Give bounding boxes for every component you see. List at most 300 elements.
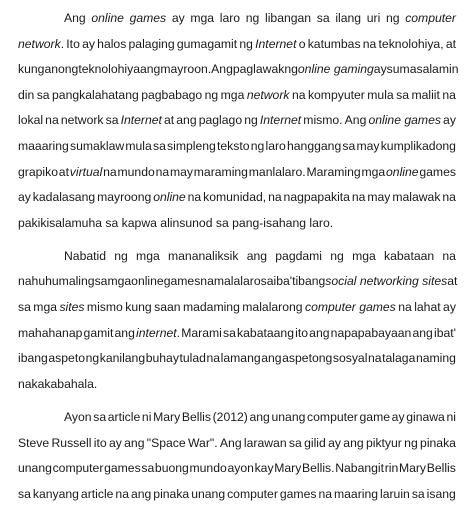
word: Ayon [64, 409, 92, 424]
word-group [97, 185, 151, 211]
word-group [52, 83, 139, 109]
word-group [115, 482, 129, 508]
word-group [125, 134, 151, 160]
italic-word: sites [59, 300, 85, 315]
italic-word: online [386, 164, 419, 179]
word-group [121, 108, 162, 134]
word: na [291, 87, 306, 102]
word: ng [330, 248, 344, 263]
word-group [399, 456, 426, 482]
word-group [216, 211, 229, 237]
word-group [18, 269, 95, 295]
word-group [66, 32, 80, 58]
word: kanyang [32, 486, 79, 501]
word: online [131, 274, 164, 289]
word: Russell [51, 435, 92, 450]
word-group [392, 185, 440, 211]
word-group [356, 134, 379, 160]
word-group [261, 269, 274, 295]
word-group [18, 372, 97, 398]
word: kabataang [237, 325, 294, 340]
word-group [427, 482, 456, 508]
word: tulad [179, 351, 206, 366]
word: ni [141, 409, 152, 424]
word: ibang [295, 274, 326, 289]
word: ang [114, 325, 135, 340]
word-group [387, 57, 459, 83]
word: na [115, 486, 129, 501]
word: sa [316, 11, 330, 25]
paragraph [18, 405, 456, 507]
word-group [335, 6, 361, 32]
word-group [153, 134, 166, 160]
word: ang [176, 113, 197, 128]
word-group [442, 83, 456, 109]
word-group [303, 108, 342, 134]
word: maaaring [18, 138, 69, 153]
word-group [172, 6, 185, 32]
word-group [404, 431, 418, 457]
word-group [18, 295, 31, 321]
word: gilid [304, 435, 326, 450]
word: article [107, 409, 141, 424]
word: game [359, 409, 391, 424]
word-group [307, 405, 358, 431]
word-group [203, 185, 266, 211]
word-group [255, 32, 296, 58]
italic-word: computer games [305, 300, 396, 315]
word-group [392, 405, 405, 431]
word: kompyuter [307, 87, 365, 102]
word-group [64, 244, 106, 270]
word: ito [295, 325, 309, 340]
word: may [356, 138, 380, 153]
word-group [18, 346, 48, 372]
word: hanggang [287, 138, 342, 153]
word: ang [124, 435, 145, 450]
word: Bellis [181, 409, 211, 424]
word-group [398, 295, 412, 321]
word-group [420, 431, 456, 457]
word: kung [18, 62, 45, 77]
word-group [93, 405, 106, 431]
word-group [379, 32, 444, 58]
word-group [309, 321, 329, 347]
word: laro [219, 11, 241, 25]
italic-word: online games [368, 113, 441, 128]
word-group [213, 405, 248, 431]
word-group [282, 346, 332, 372]
word-group [386, 160, 419, 186]
word: maaring [334, 486, 379, 501]
word-group [406, 405, 445, 431]
word: mula [125, 138, 152, 153]
word: sa [141, 461, 155, 476]
word: mayroong [97, 190, 152, 205]
word: ng [245, 11, 260, 25]
word-group [255, 456, 274, 482]
word: mga [107, 274, 132, 289]
word: palaging [128, 36, 175, 51]
word: na [318, 486, 333, 501]
word: grapiko [18, 164, 58, 179]
word: computer [227, 486, 278, 501]
word: sa [94, 274, 108, 289]
italic-word: virtual [69, 164, 103, 179]
word-group [142, 405, 152, 431]
text-line [18, 32, 456, 58]
word: at [447, 274, 458, 289]
word: ang [140, 62, 161, 77]
word-group [168, 244, 238, 270]
word-group [18, 160, 58, 186]
word-group [194, 160, 248, 186]
word: katumbas [307, 36, 361, 51]
word: Ang [219, 435, 242, 450]
word-group [217, 134, 250, 160]
word: mga [190, 11, 215, 25]
word: mananaliksik [168, 248, 239, 263]
word-group [18, 431, 49, 457]
paragraph [18, 6, 459, 236]
word: ito [93, 435, 107, 450]
word-group [164, 108, 174, 134]
word: pagbabago [141, 87, 203, 102]
text-line [18, 456, 456, 482]
word-group [84, 321, 114, 347]
word-group [199, 108, 242, 134]
word-group [108, 405, 141, 431]
word: network [60, 113, 104, 128]
word: lokal [18, 113, 44, 128]
word: teknolohiya [78, 62, 140, 77]
word-group [386, 6, 400, 32]
word-group [380, 482, 410, 508]
word: kay [254, 461, 274, 476]
word: na [187, 190, 202, 205]
word: mga [33, 300, 58, 315]
word-group [284, 185, 350, 211]
word: sa [215, 215, 229, 230]
word: lahat [414, 300, 441, 315]
word: napapabayaan [330, 325, 412, 340]
word: article [80, 486, 114, 501]
word: ng [284, 62, 298, 77]
text-line [18, 134, 456, 160]
word-group [251, 134, 265, 160]
paragraph [18, 244, 456, 398]
word: sa [105, 215, 119, 230]
word: teknolohiya, [378, 36, 444, 51]
word-group [61, 108, 104, 134]
word-group [384, 244, 434, 270]
word: ang [309, 325, 330, 340]
word-group [405, 6, 456, 32]
word: alinsunod [160, 215, 213, 230]
word-group [59, 295, 84, 321]
italic-word: network [246, 87, 290, 102]
word: sa [152, 138, 166, 153]
word: nakakabahala. [18, 376, 98, 391]
word-group [78, 57, 140, 83]
word-group [70, 134, 124, 160]
word-group [124, 431, 144, 457]
word-group [18, 456, 52, 482]
word: Bellis. [302, 461, 335, 476]
word: ay [108, 435, 122, 450]
word: na [351, 190, 366, 205]
word: buhay [145, 351, 179, 366]
word: games [104, 461, 141, 476]
word-group [414, 295, 440, 321]
word: kadalasang [32, 190, 96, 205]
word: sa [411, 486, 425, 501]
word-group [106, 108, 119, 134]
word: sosyal [332, 351, 368, 366]
word-group [442, 185, 456, 211]
word: na [362, 36, 377, 51]
word-group [94, 431, 107, 457]
word-group [295, 321, 308, 347]
word: mga [136, 248, 160, 263]
word: ang [343, 435, 364, 450]
word-group [18, 83, 34, 109]
word-group [318, 482, 332, 508]
word-group [18, 134, 69, 160]
word-group [136, 321, 180, 347]
word-group [342, 134, 355, 160]
word-group [164, 269, 201, 295]
word-group [115, 321, 135, 347]
word: ng [114, 248, 128, 263]
word-group [335, 456, 384, 482]
word: at [164, 113, 175, 128]
word: gamit [83, 325, 114, 340]
word: ay [18, 190, 31, 205]
word: din [18, 87, 35, 102]
word-group [367, 83, 393, 109]
word: nahuhumaling [18, 274, 95, 289]
word: ng [385, 11, 400, 25]
word-group [181, 321, 222, 347]
word: kung [125, 300, 152, 315]
word: sumaklaw [70, 138, 125, 153]
word-group [343, 431, 363, 457]
word-group [261, 346, 281, 372]
word-group [239, 32, 253, 58]
word-group [105, 211, 118, 237]
word: na [398, 300, 412, 315]
word: ni [446, 409, 456, 424]
word-group [18, 482, 31, 508]
word: uri [366, 11, 381, 25]
word: Marami [181, 325, 222, 340]
word-group [114, 244, 128, 270]
word-group [289, 431, 302, 457]
word-group [170, 160, 193, 186]
word-group [309, 211, 333, 237]
word-group [18, 57, 44, 83]
word-group [330, 244, 344, 270]
word-group [232, 211, 306, 237]
word-group [385, 456, 399, 482]
word-group [140, 57, 160, 83]
word: na [200, 274, 214, 289]
word-group [155, 456, 189, 482]
word-group [45, 108, 59, 134]
italic-word: games [129, 11, 167, 25]
word-group [381, 134, 456, 160]
word: ng [250, 138, 265, 153]
word: mundo [117, 164, 155, 179]
word: simpleng [167, 138, 216, 153]
word-group [205, 83, 219, 109]
word-group [363, 32, 377, 58]
word-group [131, 482, 151, 508]
word: ng [239, 36, 253, 51]
word: Maraming [306, 164, 361, 179]
word: mga [361, 164, 386, 179]
word-group [272, 405, 306, 431]
word-group [227, 456, 253, 482]
italic-word: internet [136, 325, 177, 340]
word-group [250, 405, 270, 431]
word: halos [97, 36, 127, 51]
word-group [247, 244, 267, 270]
word: at [445, 36, 456, 51]
word: ilang [335, 11, 362, 25]
word: teksto [217, 138, 250, 153]
word: "Space [146, 435, 186, 450]
word: na [442, 248, 456, 263]
word-group [207, 346, 221, 372]
word-group [317, 6, 330, 32]
word-group [18, 108, 43, 134]
word: mayroon. [160, 62, 212, 77]
word: kumplikadong [380, 138, 456, 153]
word: . [60, 36, 65, 51]
word-group [295, 269, 325, 295]
word: War". [188, 435, 218, 450]
word: (2012) [212, 409, 248, 424]
word-group [382, 346, 415, 372]
word: iba't [273, 274, 296, 289]
word-group [221, 346, 261, 372]
text-line [18, 244, 456, 270]
word: may [169, 164, 193, 179]
word-group [100, 346, 145, 372]
word: sa [342, 138, 356, 153]
text-line [18, 295, 456, 321]
word: pagdami [275, 248, 323, 263]
word: laruin [380, 486, 410, 501]
word: Ang [344, 113, 367, 128]
word-group [125, 295, 151, 321]
word-group [220, 6, 240, 32]
word-group [274, 456, 301, 482]
word: computer [307, 409, 358, 424]
word: pinaka [420, 435, 456, 450]
word: kapwa [121, 215, 157, 230]
word: ay [373, 62, 387, 77]
word-group [307, 160, 361, 186]
word-group [122, 211, 157, 237]
word-group [368, 346, 382, 372]
word-group [167, 134, 216, 160]
text-line [18, 269, 456, 295]
word-group [131, 269, 164, 295]
word-group [419, 160, 456, 186]
text-line [18, 108, 456, 134]
word: mahahanap [18, 325, 83, 340]
word-group [44, 57, 78, 83]
italic-word: network [18, 36, 61, 51]
word: sa [18, 300, 31, 315]
word: anong [44, 62, 79, 77]
word: ay [443, 113, 456, 128]
word: maliit [411, 87, 440, 102]
word-group [265, 134, 285, 160]
word-group [153, 185, 186, 211]
word-group [412, 321, 432, 347]
italic-word: Internet [259, 113, 302, 128]
word-group [153, 482, 189, 508]
word: malalarong [242, 300, 303, 315]
word-group [154, 295, 180, 321]
word-group [33, 185, 95, 211]
word-group [147, 431, 186, 457]
word: ay [391, 409, 405, 424]
word: ang [412, 325, 433, 340]
text-line [18, 185, 456, 211]
word: madaming [182, 300, 240, 315]
word-group [325, 269, 447, 295]
text-line [18, 482, 456, 508]
word-group [200, 269, 214, 295]
word: larawan [243, 435, 287, 450]
word-group [33, 482, 79, 508]
word-group [146, 346, 179, 372]
text-line [18, 431, 456, 457]
word: sa [105, 113, 119, 128]
word: talaga [382, 351, 416, 366]
word: ay [443, 300, 456, 315]
word: piktyur [365, 435, 402, 450]
word-group [331, 321, 412, 347]
word-group [87, 295, 123, 321]
word: pangkalahatang [52, 87, 139, 102]
word: na [268, 190, 282, 205]
word: mula [367, 87, 394, 102]
word-group [107, 269, 131, 295]
word: sa [18, 486, 31, 501]
word: manlalaro. [248, 164, 306, 179]
word-group [287, 134, 341, 160]
italic-word: Internet [255, 36, 297, 51]
word: o [298, 36, 306, 51]
word: libangan [265, 11, 312, 25]
word: ng [204, 87, 219, 102]
word: ang [249, 409, 270, 424]
word: mismo. [303, 113, 343, 128]
word: unang [271, 409, 306, 424]
word-group [129, 32, 175, 58]
word-group [411, 83, 439, 109]
word: ang [246, 248, 268, 263]
word-group [188, 431, 218, 457]
word-group [412, 482, 425, 508]
word-group [141, 83, 202, 109]
